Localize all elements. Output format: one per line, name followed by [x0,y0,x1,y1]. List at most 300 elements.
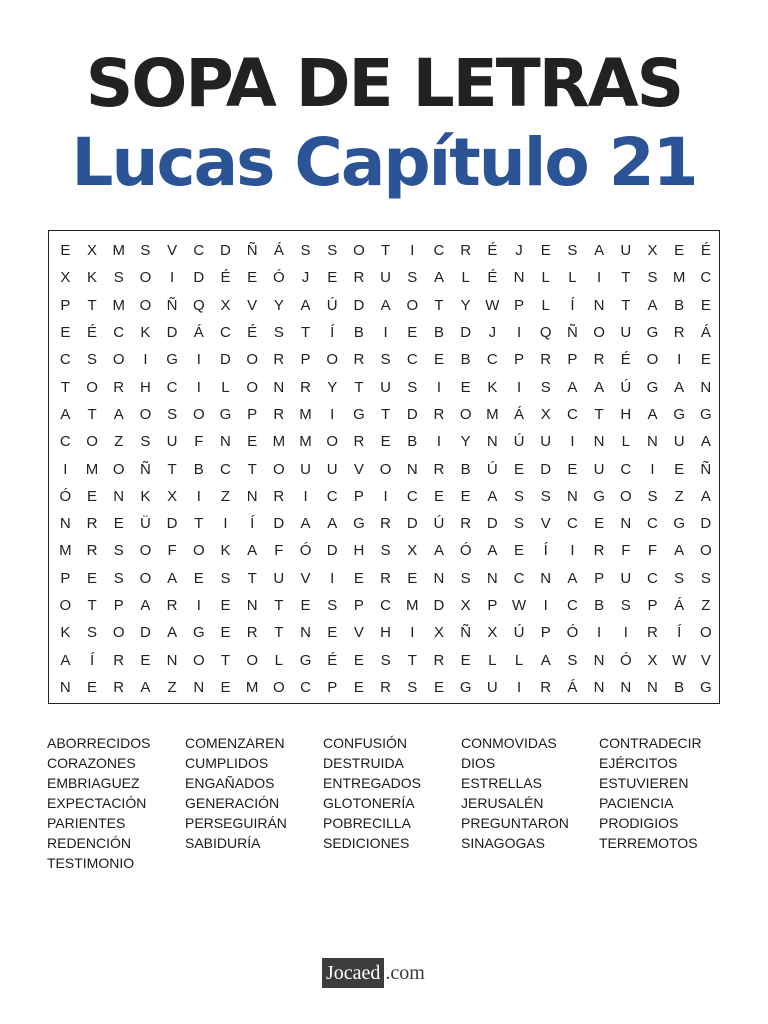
grid-letter[interactable]: D [220,242,231,260]
grid-letter[interactable]: D [406,405,418,423]
grid-letter[interactable]: O [326,351,339,369]
grid-letter[interactable]: I [196,378,201,396]
grid-letter[interactable]: R [300,378,311,396]
grid-letter[interactable]: P [353,487,364,505]
grid-letter[interactable]: N [300,624,311,642]
grid-letter[interactable]: U [620,569,632,587]
grid-letter[interactable]: Z [220,487,231,505]
grid-letter[interactable]: G [673,515,685,533]
grid-letter[interactable]: I [436,433,442,451]
grid-letter[interactable]: I [330,569,335,587]
grid-letter[interactable]: T [274,597,284,615]
grid-letter[interactable]: F [647,542,658,560]
grid-letter[interactable]: Í [543,542,548,560]
grid-letter[interactable]: N [647,433,658,451]
grid-letter[interactable]: Ü [139,515,151,533]
grid-letter[interactable]: E [700,296,711,314]
grid-letter[interactable]: C [300,678,311,696]
grid-letter[interactable]: S [540,378,551,396]
grid-letter[interactable]: G [353,405,365,423]
grid-letter[interactable]: N [647,678,658,696]
grid-letter[interactable]: N [486,569,498,587]
grid-letter[interactable]: I [570,433,575,451]
grid-letter[interactable]: I [597,269,602,287]
grid-letter[interactable]: B [594,597,605,615]
grid-letter[interactable]: L [621,433,630,451]
grid-letter[interactable]: X [540,405,551,423]
grid-letter[interactable]: É [620,351,631,369]
grid-letter[interactable]: S [514,515,525,533]
grid-letter[interactable]: Ñ [460,624,472,642]
grid-letter[interactable]: N [246,487,258,505]
grid-letter[interactable]: Í [677,624,682,642]
grid-letter[interactable]: O [112,624,125,642]
grid-letter[interactable]: E [460,378,471,396]
grid-letter[interactable]: L [488,651,497,669]
grid-letter[interactable]: U [540,433,552,451]
grid-letter[interactable]: N [620,515,632,533]
grid-letter[interactable]: R [86,515,98,533]
grid-letter[interactable]: A [647,296,658,314]
grid-letter[interactable]: O [593,324,605,342]
grid-letter[interactable]: I [410,624,415,642]
grid-letter[interactable]: Í [330,324,335,342]
grid-letter[interactable]: E [140,651,151,669]
grid-letter[interactable]: I [223,515,228,533]
grid-letter[interactable]: C [486,351,498,369]
grid-letter[interactable]: S [140,433,151,451]
grid-letter[interactable]: G [192,624,205,642]
grid-letter[interactable]: E [460,487,471,505]
grid-letter[interactable]: T [220,651,231,669]
grid-letter[interactable]: O [700,624,712,642]
grid-letter[interactable]: S [407,269,418,287]
grid-letter[interactable]: Ó [299,542,312,560]
grid-letter[interactable]: B [433,324,444,342]
grid-letter[interactable]: Ú [326,296,338,314]
grid-letter[interactable]: K [140,324,151,342]
grid-letter[interactable]: D [540,460,552,478]
grid-letter[interactable]: P [514,351,525,369]
grid-letter[interactable]: P [647,597,658,615]
grid-letter[interactable]: O [353,242,365,260]
grid-letter[interactable]: A [433,269,444,287]
grid-letter[interactable]: G [219,405,232,423]
grid-letter[interactable]: S [380,351,391,369]
grid-letter[interactable]: I [143,351,148,369]
grid-letter[interactable]: R [380,678,392,696]
grid-letter[interactable]: U [380,378,392,396]
grid-letter[interactable]: N [486,433,498,451]
grid-letter[interactable]: S [407,378,418,396]
grid-letter[interactable]: L [221,378,230,396]
grid-letter[interactable]: O [246,378,258,396]
grid-letter[interactable]: A [327,515,338,533]
grid-letter[interactable]: R [593,542,605,560]
grid-letter[interactable]: C [513,569,525,587]
grid-letter[interactable]: C [166,378,178,396]
grid-letter[interactable]: C [59,433,71,451]
grid-letter[interactable]: I [516,324,522,342]
grid-letter[interactable]: E [193,569,204,587]
grid-letter[interactable]: I [303,487,308,505]
grid-letter[interactable]: É [220,269,231,287]
grid-letter[interactable]: É [487,242,498,260]
grid-letter[interactable]: O [619,487,632,505]
grid-letter[interactable]: B [674,296,685,314]
grid-letter[interactable]: S [567,651,578,669]
grid-letter[interactable]: Q [192,296,205,314]
grid-letter[interactable]: D [139,624,151,642]
grid-letter[interactable]: K [87,269,98,287]
grid-letter[interactable]: U [166,433,178,451]
grid-letter[interactable]: Ú [513,433,525,451]
grid-letter[interactable]: M [112,296,125,314]
grid-letter[interactable]: Y [460,433,471,451]
grid-letter[interactable]: T [87,405,97,423]
grid-letter[interactable]: A [247,542,258,560]
grid-letter[interactable]: Á [674,597,685,615]
grid-letter[interactable]: C [326,487,338,505]
grid-letter[interactable]: I [543,597,548,615]
grid-letter[interactable]: E [567,460,578,478]
grid-letter[interactable]: S [380,542,391,560]
grid-letter[interactable]: T [167,460,177,478]
grid-letter[interactable]: K [220,542,231,560]
grid-letter[interactable]: E [60,242,71,260]
grid-letter[interactable]: E [514,460,525,478]
grid-letter[interactable]: O [273,460,285,478]
grid-letter[interactable]: I [196,487,201,505]
grid-letter[interactable]: A [60,651,71,669]
grid-letter[interactable]: S [300,242,311,260]
grid-letter[interactable]: E [87,678,98,696]
grid-letter[interactable]: E [353,651,364,669]
grid-letter[interactable]: X [647,651,658,669]
grid-letter[interactable]: A [380,296,391,314]
grid-letter[interactable]: C [380,597,392,615]
grid-letter[interactable]: A [300,515,311,533]
grid-letter[interactable]: R [460,242,472,260]
grid-letter[interactable]: K [487,378,498,396]
grid-letter[interactable]: E [433,487,444,505]
grid-letter[interactable]: L [514,651,524,669]
grid-letter[interactable]: P [567,351,578,369]
grid-letter[interactable]: Á [700,324,711,342]
grid-letter[interactable]: F [274,542,284,560]
grid-letter[interactable]: P [113,597,124,615]
grid-letter[interactable]: E [674,460,685,478]
grid-letter[interactable]: T [247,569,257,587]
grid-letter[interactable]: X [433,624,444,642]
grid-letter[interactable]: G [166,351,178,369]
grid-letter[interactable]: U [486,678,498,696]
grid-letter[interactable]: O [192,542,205,560]
grid-letter[interactable]: P [540,624,551,642]
grid-letter[interactable]: A [674,378,685,396]
grid-letter[interactable]: G [673,405,685,423]
grid-letter[interactable]: X [87,242,98,260]
grid-letter[interactable]: E [220,597,231,615]
grid-letter[interactable]: C [566,597,578,615]
grid-letter[interactable]: O [139,269,152,287]
grid-letter[interactable]: M [486,405,499,423]
grid-letter[interactable]: N [113,487,125,505]
grid-letter[interactable]: D [220,351,231,369]
grid-letter[interactable]: G [459,678,472,696]
grid-letter[interactable]: G [700,405,712,423]
grid-letter[interactable]: D [273,515,285,533]
grid-letter[interactable]: H [139,378,151,396]
grid-letter[interactable]: P [514,296,525,314]
grid-letter[interactable]: Á [273,242,284,260]
grid-letter[interactable]: Ñ [139,460,151,478]
grid-letter[interactable]: U [593,460,605,478]
grid-letter[interactable]: C [59,351,71,369]
grid-letter[interactable]: C [647,515,658,533]
grid-letter[interactable]: T [407,651,417,669]
grid-letter[interactable]: Ñ [246,242,258,260]
grid-letter[interactable]: B [460,460,471,478]
grid-letter[interactable]: Á [193,324,204,342]
grid-letter[interactable]: E [60,324,71,342]
grid-letter[interactable]: L [568,269,577,287]
grid-letter[interactable]: E [460,651,471,669]
grid-letter[interactable]: O [379,460,392,478]
grid-letter[interactable]: C [647,569,658,587]
grid-letter[interactable]: É [247,324,258,342]
grid-letter[interactable]: S [140,242,151,260]
grid-letter[interactable]: Z [701,597,711,615]
grid-letter[interactable]: Í [250,515,255,533]
grid-letter[interactable]: G [353,515,365,533]
grid-letter[interactable]: M [406,597,419,615]
grid-letter[interactable]: Z [114,433,124,451]
grid-letter[interactable]: Z [674,487,684,505]
grid-letter[interactable]: Ú [620,378,632,396]
grid-letter[interactable]: R [353,269,365,287]
grid-letter[interactable]: Á [567,678,578,696]
grid-letter[interactable]: E [247,433,258,451]
grid-letter[interactable]: N [193,678,205,696]
grid-letter[interactable]: P [247,405,258,423]
grid-letter[interactable]: N [433,569,445,587]
grid-letter[interactable]: C [433,242,445,260]
grid-letter[interactable]: O [192,651,205,669]
grid-letter[interactable]: E [87,569,98,587]
grid-letter[interactable]: V [300,569,311,587]
grid-letter[interactable]: E [514,542,525,560]
grid-letter[interactable]: É [327,651,338,669]
grid-letter[interactable]: O [86,378,98,396]
grid-letter[interactable]: B [193,460,204,478]
grid-letter[interactable]: N [566,487,578,505]
grid-letter[interactable]: R [353,351,365,369]
grid-letter[interactable]: A [700,487,711,505]
grid-letter[interactable]: E [433,351,444,369]
grid-letter[interactable]: P [300,351,311,369]
grid-letter[interactable]: I [516,678,522,696]
grid-letter[interactable]: O [139,542,152,560]
grid-letter[interactable]: C [700,269,712,287]
grid-letter[interactable]: O [192,405,205,423]
grid-letter[interactable]: M [245,678,259,696]
grid-letter[interactable]: T [434,296,444,314]
grid-letter[interactable]: F [194,433,204,451]
grid-letter[interactable]: V [540,515,551,533]
grid-letter[interactable]: L [461,269,470,287]
grid-letter[interactable]: K [140,487,151,505]
grid-letter[interactable]: N [166,651,178,669]
grid-letter[interactable]: O [86,433,98,451]
grid-letter[interactable]: B [353,324,364,342]
grid-letter[interactable]: M [85,460,99,478]
grid-letter[interactable]: I [330,405,335,423]
grid-letter[interactable]: E [380,433,391,451]
grid-letter[interactable]: E [247,269,258,287]
grid-letter[interactable]: G [299,651,312,669]
grid-letter[interactable]: S [460,569,471,587]
grid-letter[interactable]: U [620,324,632,342]
grid-letter[interactable]: Ú [486,460,498,478]
grid-letter[interactable]: V [167,242,178,260]
grid-letter[interactable]: U [673,433,685,451]
grid-letter[interactable]: S [113,269,124,287]
grid-letter[interactable]: Í [570,296,575,314]
grid-letter[interactable]: Ó [273,269,285,287]
grid-letter[interactable]: R [273,487,285,505]
grid-letter[interactable]: S [380,651,391,669]
grid-letter[interactable]: V [353,624,364,642]
grid-letter[interactable]: A [567,378,578,396]
grid-letter[interactable]: F [167,542,177,560]
grid-letter[interactable]: C [566,515,578,533]
grid-letter[interactable]: E [327,269,338,287]
grid-letter[interactable]: N [700,378,712,396]
grid-letter[interactable]: T [354,378,364,396]
grid-letter[interactable]: Y [273,296,284,314]
grid-letter[interactable]: C [566,405,578,423]
grid-letter[interactable]: Ñ [700,460,712,478]
grid-letter[interactable]: H [353,542,365,560]
grid-letter[interactable]: T [621,296,631,314]
grid-letter[interactable]: W [511,597,527,615]
grid-letter[interactable]: T [594,405,604,423]
grid-letter[interactable]: U [380,269,392,287]
grid-letter[interactable]: B [407,433,418,451]
grid-letter[interactable]: P [60,569,71,587]
grid-letter[interactable]: S [700,569,711,587]
grid-letter[interactable]: M [299,405,312,423]
grid-letter[interactable]: Z [167,678,177,696]
grid-letter[interactable]: S [407,678,418,696]
grid-letter[interactable]: Ú [433,515,445,533]
grid-letter[interactable]: M [672,269,686,287]
grid-letter[interactable]: M [112,242,125,260]
grid-letter[interactable]: A [567,569,578,587]
grid-letter[interactable]: S [514,487,525,505]
grid-letter[interactable]: A [140,678,151,696]
grid-letter[interactable]: Y [327,378,338,396]
grid-letter[interactable]: A [700,433,711,451]
grid-letter[interactable]: C [220,460,231,478]
grid-letter[interactable]: A [300,296,311,314]
grid-letter[interactable]: E [540,242,551,260]
grid-letter[interactable]: O [646,351,659,369]
grid-letter[interactable]: O [700,542,712,560]
grid-letter[interactable]: Í [89,651,95,669]
grid-letter[interactable]: X [460,597,471,615]
grid-letter[interactable]: A [487,542,498,560]
grid-letter[interactable]: S [87,624,98,642]
grid-letter[interactable]: Ñ [166,296,178,314]
grid-letter[interactable]: O [273,678,285,696]
grid-letter[interactable]: R [433,405,445,423]
grid-letter[interactable]: U [273,569,285,587]
grid-letter[interactable]: O [459,405,472,423]
grid-letter[interactable]: T [381,242,391,260]
grid-letter[interactable]: D [460,324,472,342]
grid-letter[interactable]: N [406,460,418,478]
grid-letter[interactable]: E [594,515,605,533]
grid-letter[interactable]: O [326,433,339,451]
grid-letter[interactable]: R [113,651,125,669]
grid-letter[interactable]: D [353,296,365,314]
grid-letter[interactable]: D [700,515,712,533]
grid-letter[interactable]: S [540,487,551,505]
grid-letter[interactable]: R [273,405,285,423]
grid-letter[interactable]: A [113,405,124,423]
grid-letter[interactable]: R [113,378,125,396]
grid-letter[interactable]: A [594,242,605,260]
grid-letter[interactable]: T [87,597,97,615]
grid-letter[interactable]: S [273,324,284,342]
grid-letter[interactable]: T [247,460,257,478]
grid-letter[interactable]: A [487,487,498,505]
grid-letter[interactable]: T [381,405,391,423]
grid-letter[interactable]: E [674,242,685,260]
grid-letter[interactable]: S [647,487,658,505]
grid-letter[interactable]: P [487,597,498,615]
grid-letter[interactable]: I [570,542,575,560]
grid-letter[interactable]: R [246,624,258,642]
grid-letter[interactable]: N [620,678,632,696]
grid-letter[interactable]: A [647,405,658,423]
grid-letter[interactable]: Ó [459,542,472,560]
grid-letter[interactable]: R [380,515,392,533]
grid-letter[interactable]: N [246,597,258,615]
grid-letter[interactable]: B [674,678,685,696]
grid-letter[interactable]: N [59,678,71,696]
grid-letter[interactable]: R [593,351,605,369]
grid-letter[interactable]: E [113,515,124,533]
grid-letter[interactable]: C [193,242,205,260]
grid-letter[interactable]: G [593,487,605,505]
grid-letter[interactable]: M [299,433,312,451]
grid-letter[interactable]: J [515,242,523,260]
grid-letter[interactable]: U [326,460,338,478]
grid-letter[interactable]: S [674,569,685,587]
grid-letter[interactable]: R [673,324,685,342]
grid-letter[interactable]: R [86,542,98,560]
grid-letter[interactable]: O [139,296,152,314]
grid-letter[interactable]: R [433,460,445,478]
grid-letter[interactable]: V [353,460,364,478]
grid-letter[interactable]: G [646,378,659,396]
grid-letter[interactable]: I [410,242,415,260]
grid-letter[interactable]: E [407,569,418,587]
grid-letter[interactable]: Ú [513,624,525,642]
